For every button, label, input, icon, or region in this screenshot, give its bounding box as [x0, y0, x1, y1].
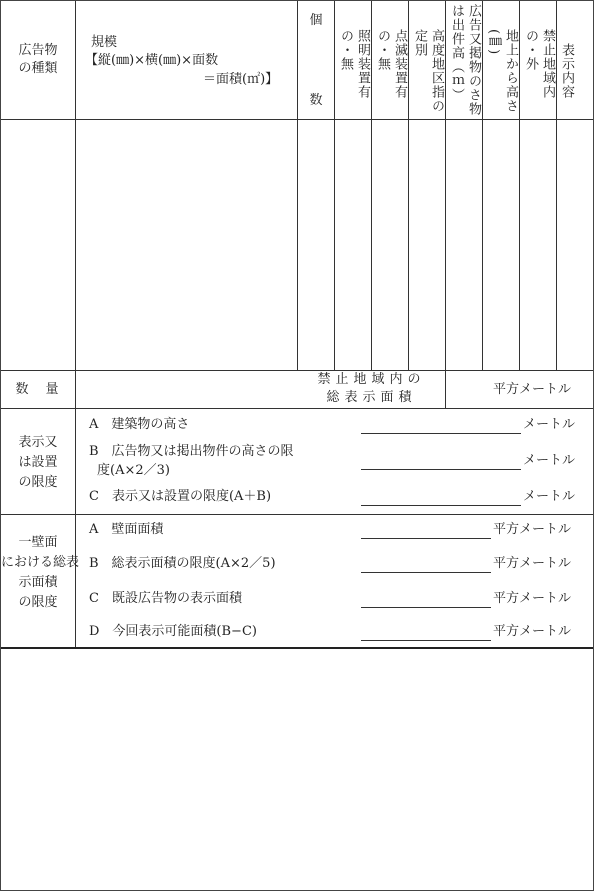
- col-rule-9: [556, 1, 557, 370]
- wall-row-b-blank: [361, 572, 491, 573]
- limit-row-a-unit: メートル: [523, 417, 576, 432]
- ground-height-header: 地上から高さ(㎜): [486, 29, 518, 113]
- col-rule-5: [408, 1, 409, 370]
- limit-row-a-blank: [361, 433, 521, 434]
- height-zone-header: 高度地区指の定別: [412, 29, 444, 113]
- wall-row-a-blank: [361, 538, 491, 539]
- wall-row-d-unit: 平方メートル: [493, 624, 572, 639]
- col-rule-7: [482, 1, 483, 370]
- wall-row-a-unit: 平方メートル: [493, 522, 572, 537]
- wall-section-label: 一壁面 における総表 示面積 の限度: [1, 535, 80, 610]
- quantity-unit: 平方メートル: [493, 382, 572, 397]
- col-rule-8: [519, 1, 520, 370]
- col-rule-4: [371, 1, 372, 370]
- limit-section-label: 表示又 は設置 の限度: [18, 435, 58, 490]
- wall-row-a-text: A 壁面面積: [89, 522, 164, 537]
- advertisement-form-table: [1, 1, 593, 649]
- limit-row-b-unit: メートル: [523, 453, 576, 468]
- limit-row-a-text: A 建築物の高さ: [89, 417, 190, 432]
- wall-row-b-unit: 平方メートル: [493, 556, 572, 571]
- limit-row-b-text: B 広告物又は掲出物件の高さの限: [89, 444, 294, 459]
- count-header-bottom: 数: [309, 93, 323, 108]
- prohibited-zone-header: 禁止地域内の・外: [523, 29, 555, 99]
- quantity-label: 数 量: [15, 382, 61, 397]
- display-content-header: 表示内容: [559, 43, 574, 99]
- body-bottom-rule: [1, 370, 593, 371]
- ad-height-header: 広告又掲物のさ物は出件高（ｍ）: [449, 4, 481, 116]
- ad-type-header: 広告物 の種類: [18, 43, 58, 76]
- scale-header-title: 規模: [91, 35, 118, 50]
- count-header-top: 個: [309, 13, 323, 28]
- wall-row-c-text: C 既設広告物の表示面積: [89, 591, 242, 606]
- scale-header-result: ＝面積(㎡)】: [203, 72, 279, 87]
- col-rule-3: [334, 1, 335, 370]
- scale-header-formula: 【縦(㎜)×横(㎜)×面数: [85, 53, 219, 68]
- lighting-header: 照明装置有の・無: [338, 29, 370, 99]
- limit-row-c-unit: メートル: [523, 489, 576, 504]
- prohibited-total-area-label: 禁止地域内の 総表示面積: [317, 372, 426, 405]
- limit-row-b-blank: [361, 469, 521, 470]
- limit-row-b-text-cont: 度(A×2／3): [97, 463, 170, 478]
- wall-row-b-text: B 総表示面積の限度(A×2／5): [89, 556, 276, 571]
- limit-row-c-text: C 表示又は設置の限度(A＋B): [89, 489, 272, 504]
- wall-row-c-unit: 平方メートル: [493, 591, 572, 606]
- wall-row-c-blank: [361, 607, 491, 608]
- wall-row-d-text: D 今回表示可能面積(B−C): [89, 624, 257, 639]
- limit-bottom-rule: [1, 514, 593, 515]
- col-rule-2: [297, 1, 298, 370]
- col-rule-1: [75, 1, 76, 647]
- flashing-header: 点滅装置有の・無: [375, 29, 407, 99]
- quantity-bottom-rule: [1, 408, 593, 409]
- limit-row-c-blank: [361, 505, 521, 506]
- col-rule-6: [445, 1, 446, 408]
- wall-row-d-blank: [361, 640, 491, 641]
